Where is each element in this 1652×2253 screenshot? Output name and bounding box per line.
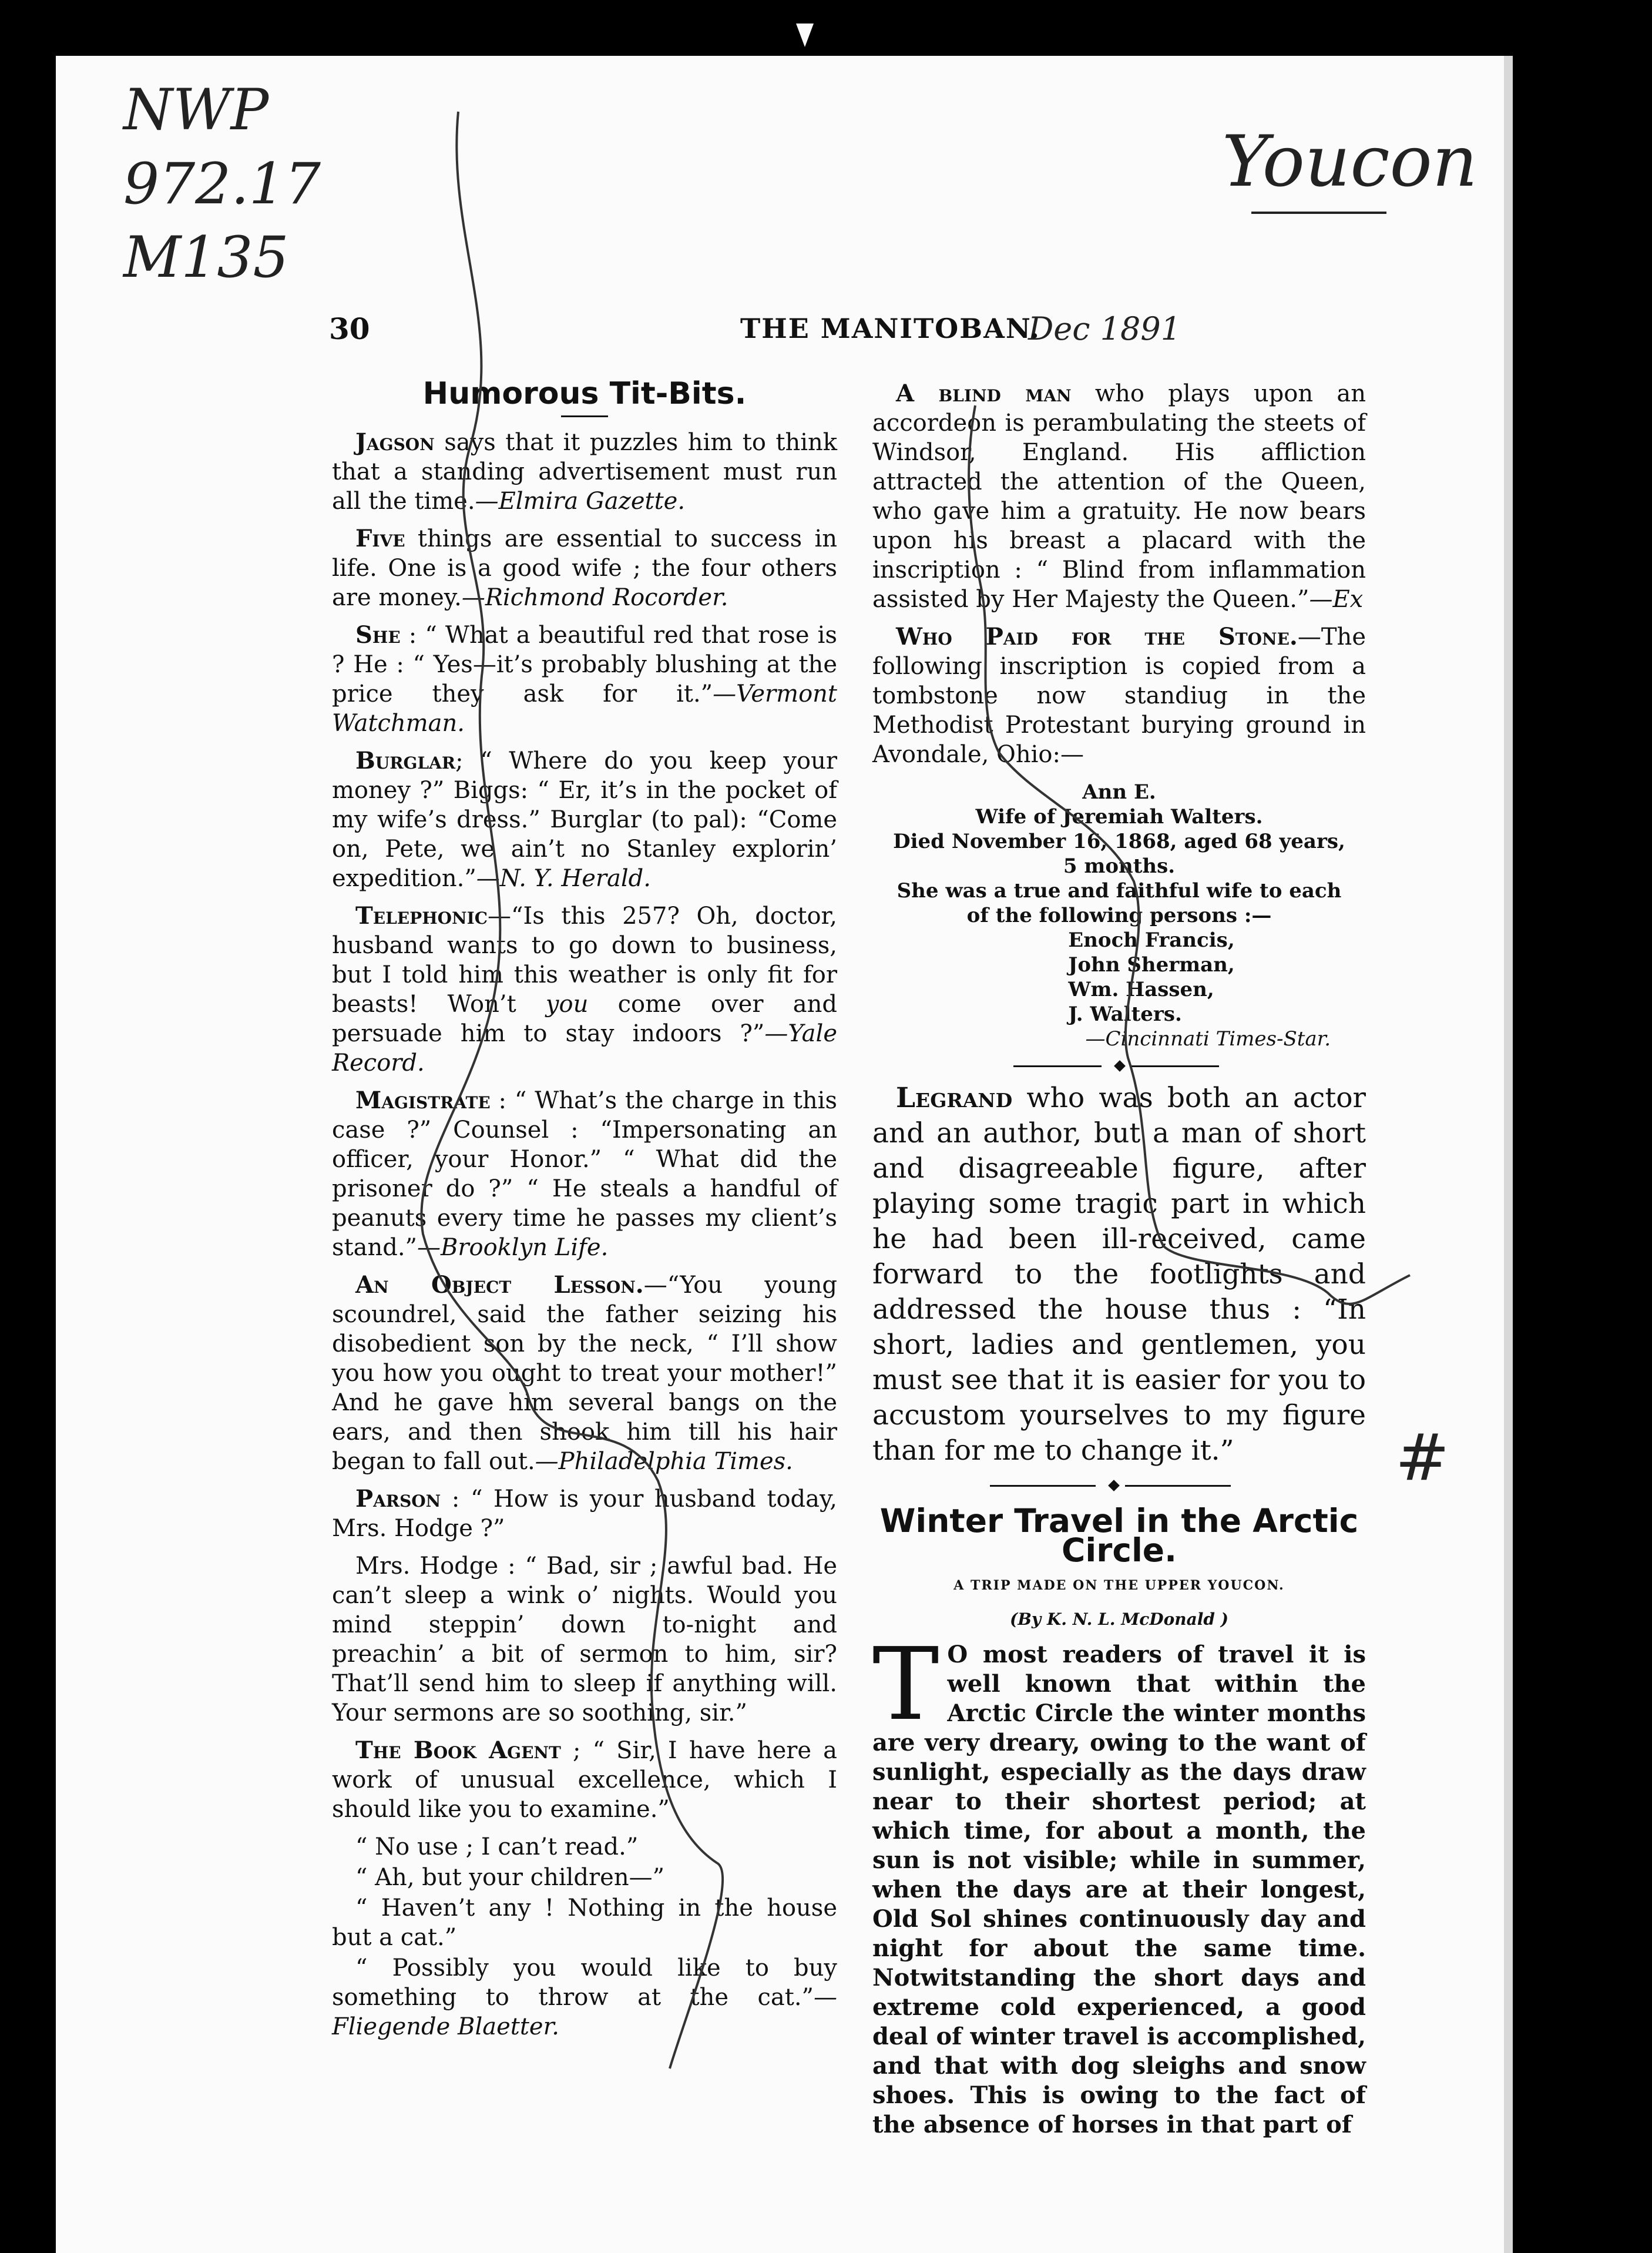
text-book-agent: ; “ Sir, I have here a work of unusual excellence, which I should like you to examine.” [332, 1737, 838, 1823]
heading-dash [561, 415, 608, 417]
item-jagson [332, 428, 837, 516]
source-she: —Vermont Watchman. [332, 680, 837, 737]
epitaph-source: —Cincinnati Times-Star. [1085, 1027, 1331, 1051]
item-no-use [332, 1832, 837, 1862]
text-she: : “ What a beautiful red that rose is ? He : “ Yes—it’s probably blushing at the price they ask for it.” [332, 622, 837, 708]
item-blind-man [872, 379, 1366, 614]
call-number-line-1: NWP [123, 77, 269, 143]
epitaph-block [872, 780, 1366, 1051]
item-mrs-hodge [332, 1551, 837, 1728]
text-throw: “ Possibly you would like to buy something to throw at the cat.” [332, 1954, 837, 2011]
text-children: “ Ah, but your children—” [355, 1864, 665, 1891]
lead-object-lesson: An Object Lesson. [355, 1271, 644, 1299]
item-she [332, 621, 837, 738]
lead-burglar: Burglar [355, 747, 456, 775]
epitaph-line-3: Died November 16, 1868, aged 68 years, [893, 830, 1345, 853]
epitaph-line-6: of the following persons :— [966, 904, 1272, 927]
divider-diamond [1108, 1480, 1120, 1491]
article-subtitle: A TRIP MADE ON THE UPPER YOUCON. [953, 1578, 1285, 1593]
item-burglar [332, 746, 837, 893]
article-title: Winter Travel in the Arctic Circle. [879, 1502, 1359, 1569]
text-telephonic-a: —“Is this 257? Oh, doctor, husband wants to go down to business, but I told him this weather is only fit for beasts! Won’t [332, 903, 837, 1018]
text-legrand: who was both an actor and an author, but a man of short and disagreeable figure, after playing some tragic part in which he had been ill-received, came forward to the footlights and addressed the house thus : “In short, ladies and gentlemen, you must see that it is easier for you to accustom yourselves to my figure than for me to change it.” [872, 1082, 1366, 1467]
epitaph-line-5: She was a true and faithful wife to each [896, 879, 1342, 903]
lead-she: She [355, 621, 401, 649]
page-notch [796, 24, 814, 47]
handwritten-hash-mark: # [1395, 1420, 1450, 1495]
lead-magistrate: Magistrate [355, 1087, 491, 1114]
article-text: O most readers of travel it is well known that within the Arctic Circle the winter months are very dreary, owing to the want of sunlight, especially as the days draw near to their shortest period; at which time, for about a month, the sun is not visible; while in summer, when the days are at their longest, Old Sol shines continuously day and night for about the same time. Notwitstanding the short days and extreme cold experienced, a good deal of winter travel is accomplished, and that with dog sleighs and snow shoes. This is owing to the fact of the absence of horses in that part of [872, 1641, 1366, 2138]
divider-diamond [1114, 1060, 1126, 1072]
item-legrand [872, 1081, 1366, 1469]
source-telephonic: —Yale Record. [332, 1020, 837, 1077]
right-column [872, 379, 1366, 2148]
youcon-underline [1251, 212, 1386, 214]
call-number-line-3: M135 [123, 224, 289, 291]
text-telephonic-you: you [545, 991, 589, 1018]
epitaph-name-1: Enoch Francis, [1068, 928, 1235, 952]
text-blind-man: who plays upon an accordeon is perambulating the steets of Windsor, England. His affliction attracted the attention of the Queen, who gave him a gratuity. He now bears upon his breast a placard with the inscription : “ Blind from inflammation assisted by Her Majesty the Queen.” [872, 380, 1366, 613]
epitaph-name-2: John Sherman, [1068, 953, 1235, 977]
epitaph-line-2: Wife of Jeremiah Walters. [975, 805, 1263, 829]
epitaph-line-4: 5 months. [1063, 854, 1176, 878]
text-mrs-hodge: Mrs. Hodge : “ Bad, sir ; awful bad. He can’t sleep a wink o’ nights. Would you mind steppin’ down to-night and preachin’ a bit of sermon to him, sir? That’ll send him to sleep if anything will. Your sermons are so soothing, sir.” [332, 1553, 837, 1726]
source-jagson: —Elmira Gazette. [475, 488, 686, 515]
source-object-lesson: —Philadelphia Times. [535, 1448, 793, 1475]
page-number: 30 [329, 311, 370, 346]
text-no-use: “ No use ; I can’t read.” [355, 1833, 639, 1860]
source-magistrate: —Brooklyn Life. [417, 1234, 609, 1261]
text-burglar: ; “ Where do you keep your money ?” Biggs: “ Er, it’s in the pocket of my wife’s dress.” Burglar (to pal): “Come on, Pete, we ain’t no Stanley explorin’ expedition.” [332, 747, 837, 892]
lead-legrand: Legrand [896, 1082, 1013, 1114]
epitaph-names [1068, 928, 1234, 1027]
source-five: —Richmond Rocorder. [461, 584, 728, 611]
lead-telephonic: Telephonic [355, 902, 488, 930]
item-children [332, 1863, 837, 1892]
item-object-lesson [332, 1270, 837, 1476]
item-telephonic [332, 901, 837, 1078]
lead-book-agent: The Book Agent [355, 1736, 561, 1764]
lead-parson: Parson [355, 1485, 441, 1513]
source-blind-man: —Ex [1309, 586, 1364, 613]
handwritten-date: Dec 1891 [1028, 310, 1181, 347]
humorous-heading: Humorous Tit-Bits. [422, 376, 747, 411]
item-parson [332, 1484, 837, 1543]
lead-blind-man: A blind man [896, 380, 1072, 407]
drop-cap: T [872, 1627, 939, 1743]
text-magistrate: : “ What’s the charge in this case ?” Counsel : “Impersonating an officer, your Honor.” “ What did the prisoner do ?” “ He steals a handful of peanuts every time he passes my client’s stand.” [332, 1087, 837, 1261]
divider-2 [872, 1477, 1366, 1494]
text-object-lesson: —“You young scoundrel, said the father seizing his disobedient son by the neck, “ I’ll show you how you ought to treat your mother!” And he gave him several bangs on the ears, and then shook him till his hair began to fall out. [332, 1272, 838, 1475]
text-who-paid: —The following inscription is copied from a tombstone now standiug in the Methodist Protestant burying ground in Avondale, Ohio:— [872, 623, 1366, 768]
text-telephonic-b: come over and persuade him to stay indoors ?” [332, 991, 837, 1047]
item-who-paid [872, 622, 1366, 769]
item-throw [332, 1953, 837, 2041]
left-column [332, 376, 838, 2050]
handwritten-call-number [123, 79, 321, 301]
running-title: THE MANITOBAN. [740, 313, 1040, 344]
article-byline: (By K. N. L. McDonald ) [1010, 1610, 1228, 1629]
source-throw: —Fliegende Blaetter. [332, 1984, 837, 2040]
divider-1 [872, 1057, 1366, 1075]
lead-who-paid: Who Paid for the Stone. [896, 623, 1298, 651]
text-parson: : “ How is your husband today, Mrs. Hodge ?” [332, 1486, 837, 1542]
text-five: things are essential to success in life. One is a good wife ; the four others are money. [332, 525, 837, 611]
article-body [872, 1627, 1366, 2140]
lead-five: Five [355, 525, 405, 552]
handwritten-youcon: Youcon [1222, 121, 1478, 203]
text-jagson: says that it puzzles him to think that a standing advertisement must run all the time. [332, 429, 837, 515]
item-cat [332, 1893, 837, 1952]
epitaph-name-3: Wm. Hassen, [1068, 978, 1214, 1001]
item-five-things [332, 524, 837, 612]
epitaph-line-1: Ann E. [1082, 780, 1156, 804]
item-book-agent [332, 1736, 837, 1824]
source-burglar: —N. Y. Herald. [476, 865, 651, 892]
item-magistrate [332, 1086, 837, 1262]
page-edge [1504, 56, 1513, 2253]
lead-jagson: Jagson [355, 428, 435, 456]
call-number-line-2: 972.17 [123, 150, 321, 217]
epitaph-name-4: J. Walters. [1068, 1003, 1182, 1026]
text-cat: “ Haven’t any ! Nothing in the house but a cat.” [332, 1895, 837, 1951]
